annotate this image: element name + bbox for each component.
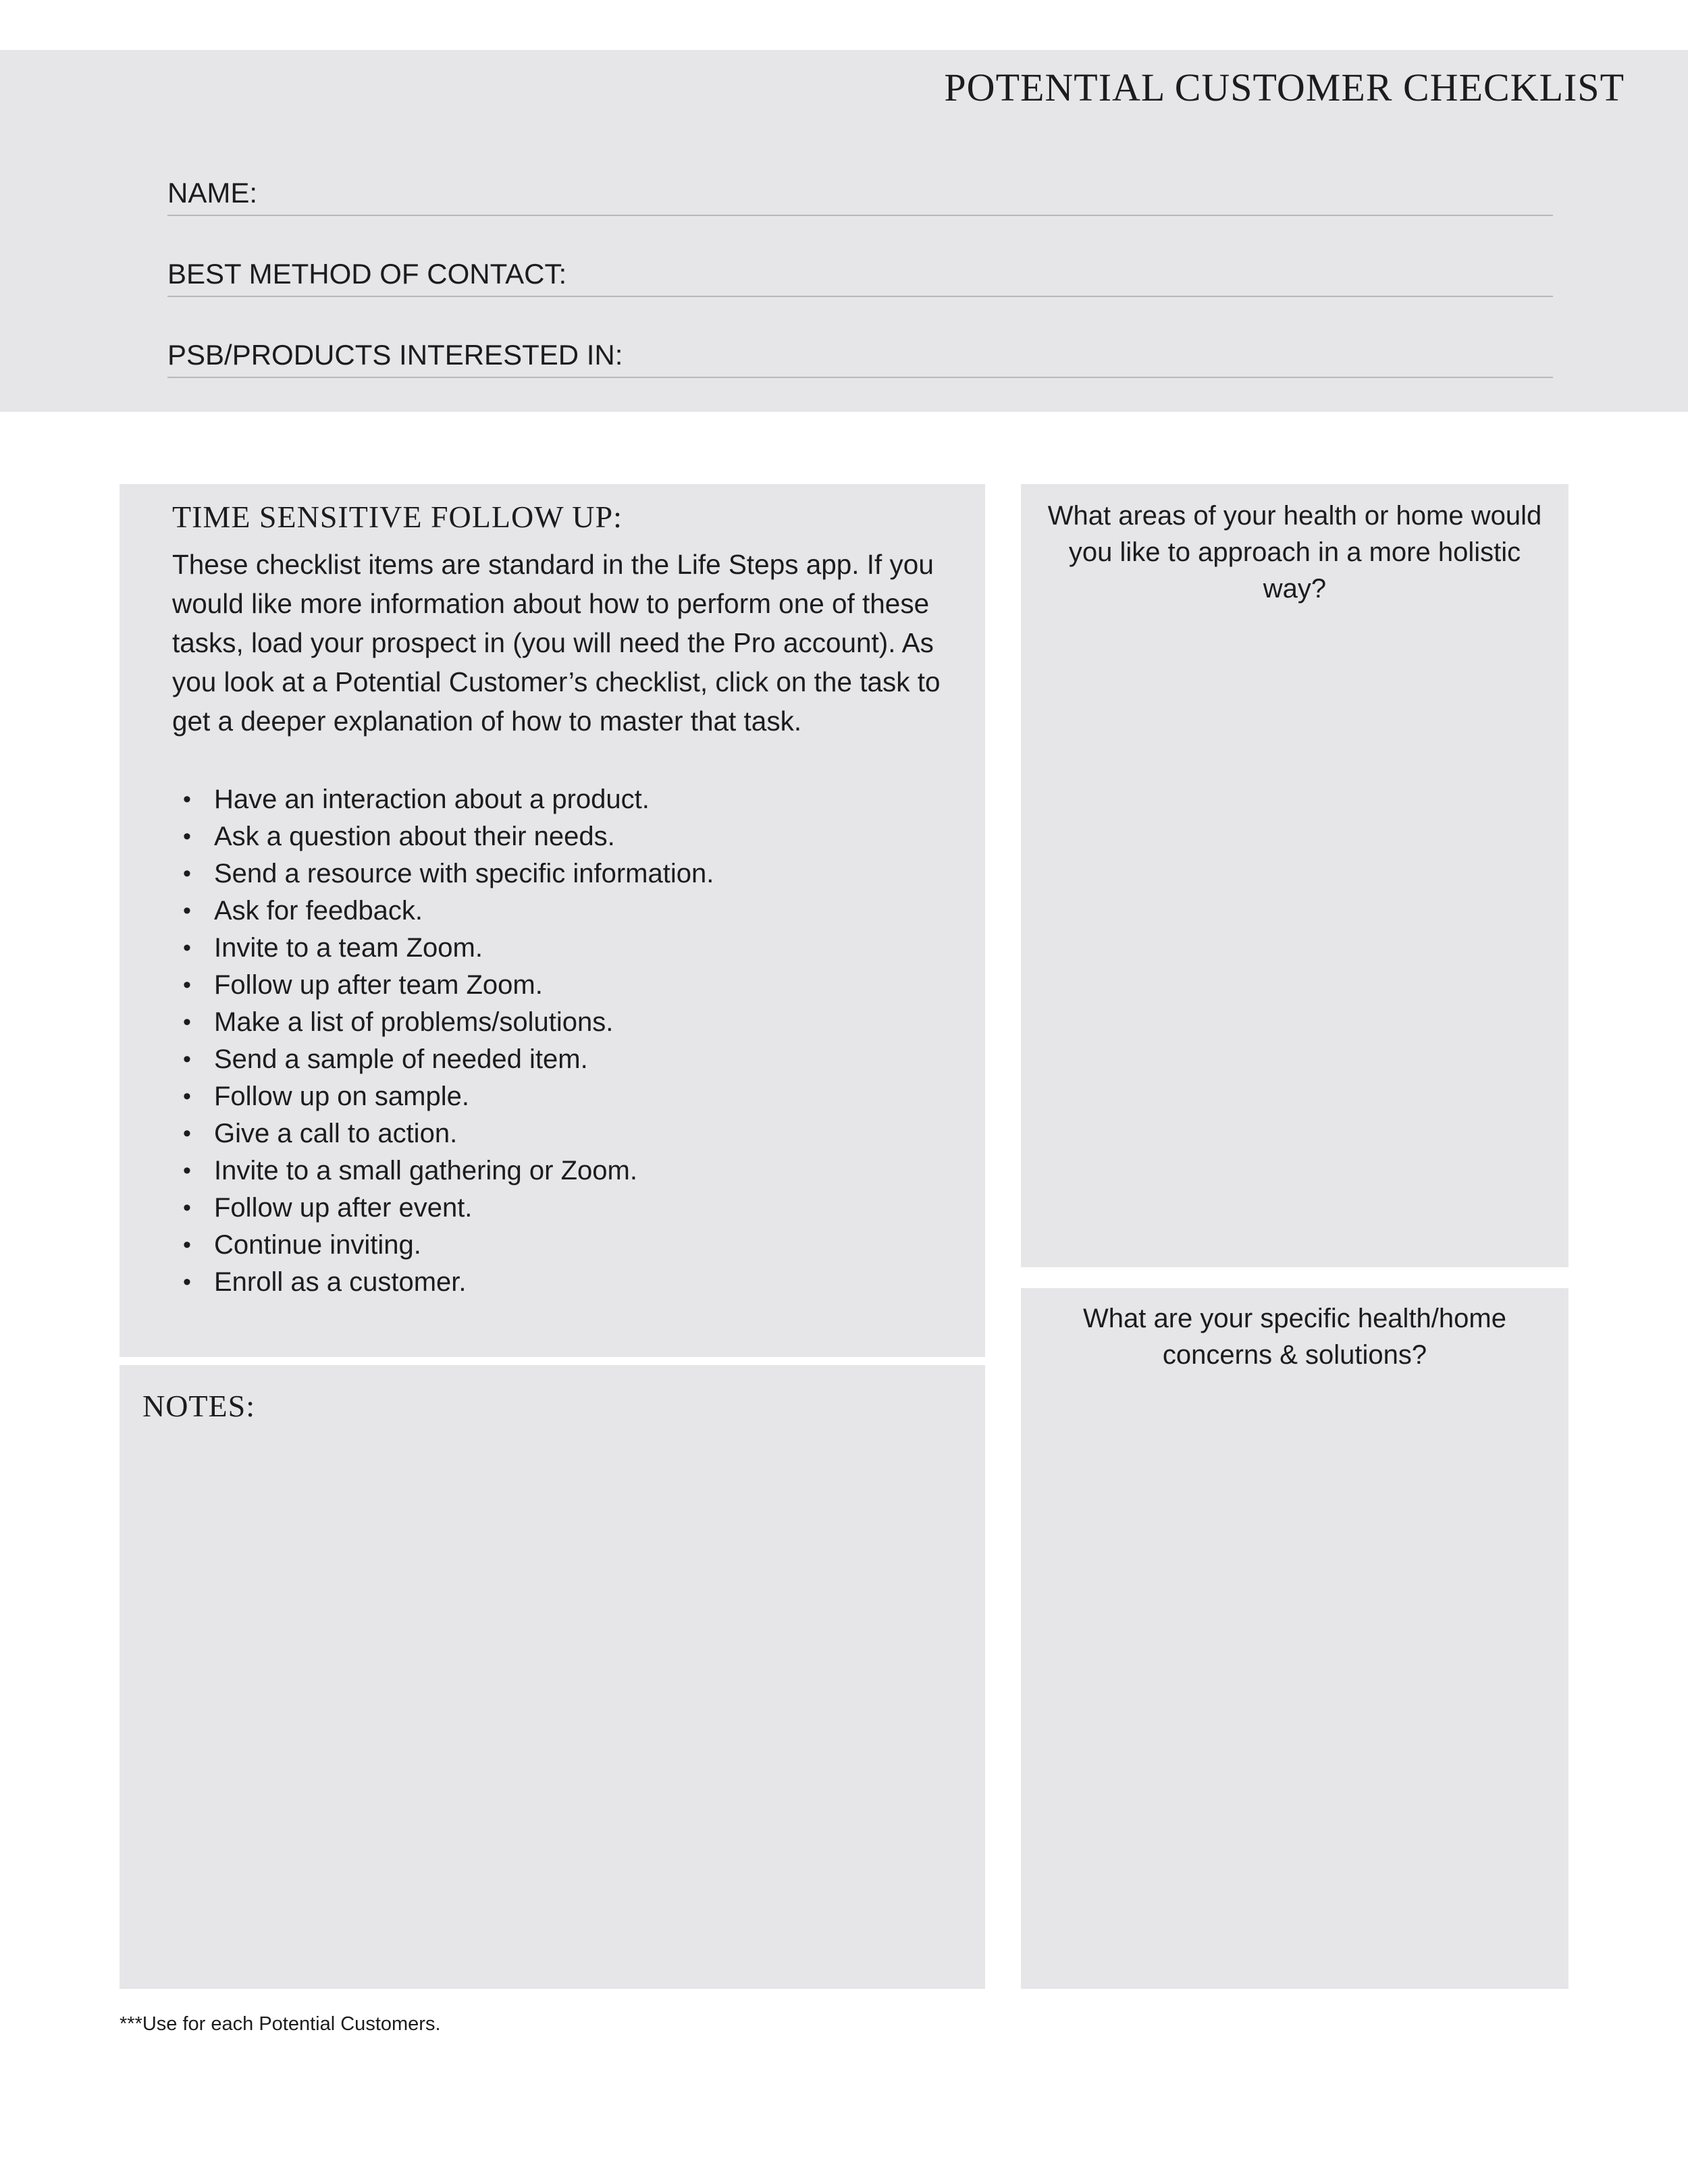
checklist-item-label: Enroll as a customer. [214, 1267, 467, 1297]
checklist-item-label: Continue inviting. [214, 1230, 421, 1260]
checklist-item [172, 781, 714, 818]
follow-up-intro: These checklist items are standard in the Life Steps app. If you would like more information about how to perform one of these tasks, load your prospect in (you will need the Pro account). As you look at a Potential Customer’s checklist, click on the task to get a deeper explanation of how to master that task. [172, 549, 941, 737]
checklist-item [172, 1115, 714, 1152]
footnote: ***Use for each Potential Customers. [120, 2013, 441, 2035]
products-interest-label: PSB/PRODUCTS INTERESTED IN: [167, 339, 623, 371]
checklist-item-label: Ask a question about their needs. [214, 822, 615, 851]
checklist-item-label: Follow up on sample. [214, 1082, 469, 1111]
checklist-item-label: Follow up after event. [214, 1193, 473, 1223]
bullet-icon: • [183, 1232, 191, 1258]
bullet-icon: • [183, 972, 191, 998]
bullet-icon: • [183, 935, 191, 961]
checklist-item [172, 967, 714, 1004]
follow-up-panel [120, 484, 985, 1357]
bullet-icon: • [183, 1195, 191, 1221]
follow-up-heading: TIME SENSITIVE FOLLOW UP: [172, 500, 623, 534]
notes-heading: NOTES: [142, 1389, 255, 1423]
bullet-icon: • [183, 1084, 191, 1109]
checklist-item [172, 818, 714, 855]
checklist-item [172, 1264, 714, 1301]
checklist-item-label: Invite to a team Zoom. [214, 933, 483, 963]
bullet-icon: • [183, 1009, 191, 1035]
bullet-icon: • [183, 1121, 191, 1146]
bullet-icon: • [183, 824, 191, 849]
document-title: POTENTIAL CUSTOMER CHECKLIST [944, 65, 1625, 109]
concerns-solutions-panel[interactable] [1021, 1288, 1568, 1989]
checklist-item-label: Send a sample of needed item. [214, 1044, 588, 1074]
checklist-item-label: Follow up after team Zoom. [214, 970, 543, 1000]
bullet-icon: • [183, 1269, 191, 1295]
checklist-item-label: Invite to a small gathering or Zoom. [214, 1156, 637, 1186]
follow-up-checklist [172, 781, 714, 1301]
checklist-item [172, 930, 714, 967]
checklist-item [172, 893, 714, 930]
bullet-icon: • [183, 898, 191, 924]
holistic-areas-panel[interactable] [1021, 484, 1568, 1267]
checklist-item-label: Make a list of problems/solutions. [214, 1007, 614, 1037]
concerns-solutions-question: What are your specific health/home concerns & solutions? [1083, 1304, 1506, 1370]
name-label: NAME: [167, 177, 258, 209]
checklist-item [172, 1004, 714, 1041]
contact-method-label: BEST METHOD OF CONTACT: [167, 258, 567, 290]
checklist-item-label: Have an interaction about a product. [214, 784, 650, 814]
products-interest-field[interactable] [167, 334, 1553, 378]
holistic-areas-question: What areas of your health or home would you like to approach in a more holistic way? [1047, 501, 1542, 604]
name-field[interactable] [167, 171, 1553, 216]
notes-panel[interactable] [120, 1365, 985, 1989]
bullet-icon: • [183, 1046, 191, 1072]
checklist-item [172, 1190, 714, 1227]
checklist-item [172, 1078, 714, 1115]
contact-method-field[interactable] [167, 252, 1553, 297]
checklist-item-label: Ask for feedback. [214, 896, 423, 926]
checklist-item [172, 1041, 714, 1078]
bullet-icon: • [183, 787, 191, 812]
checklist-item [172, 1227, 714, 1264]
checklist-item-label: Give a call to action. [214, 1119, 458, 1148]
checklist-item [172, 1152, 714, 1190]
checklist-item-label: Send a resource with specific information. [214, 859, 714, 888]
checklist-item [172, 855, 714, 893]
bullet-icon: • [183, 861, 191, 886]
bullet-icon: • [183, 1158, 191, 1183]
